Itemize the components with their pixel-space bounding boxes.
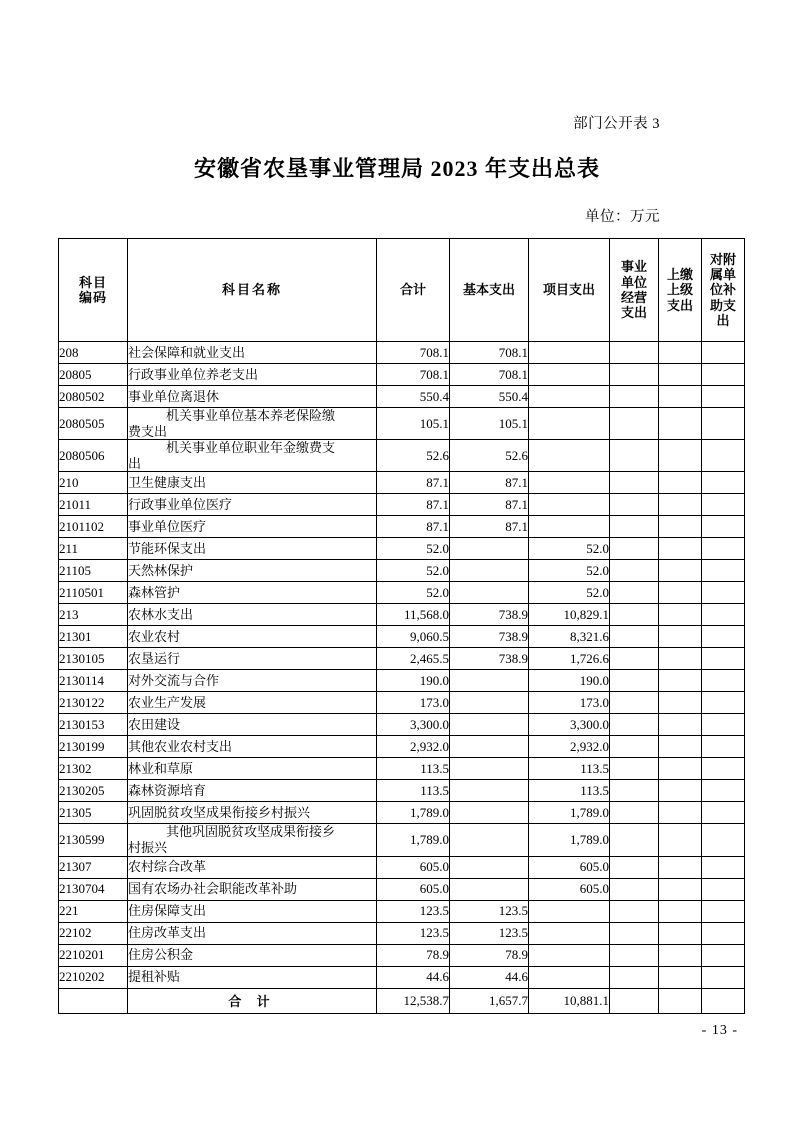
cell-subsidiary [702,604,745,626]
cell-operating [610,780,659,802]
cell-basic [450,582,529,604]
cell-basic: 123.5 [450,922,529,944]
cell-subsidiary [702,440,745,472]
page-number: - 13 - [701,1023,738,1038]
cell-name: 农林水支出 [128,604,377,626]
cell-total: 605.0 [377,856,450,878]
cell-total: 550.4 [377,386,450,408]
cell-total-total: 12,538.7 [377,988,450,1013]
cell-name: 巩固脱贫攻坚成果衔接乡村振兴 [128,802,377,824]
cell-total: 708.1 [377,342,450,364]
cell-subsidiary [702,386,745,408]
cell-name: 提租补贴 [128,966,377,988]
table-row [59,758,745,780]
cell-project: 173.0 [529,692,610,714]
cell-basic [450,878,529,900]
cell-subsidiary [702,802,745,824]
cell-basic: 105.1 [450,408,529,440]
cell-total: 3,300.0 [377,714,450,736]
cell-code: 21302 [59,758,128,780]
column-header-subsidiary-line2: 属单 [709,267,736,282]
column-header-subsidiary [702,239,745,342]
cell-basic: 52.6 [450,440,529,472]
cell-operating [610,538,659,560]
cell-total-operating [610,988,659,1013]
cell-basic [450,714,529,736]
cell-upper [659,736,702,758]
cell-code: 2080506 [59,440,128,472]
cell-basic [450,560,529,582]
cell-total-upper [659,988,702,1013]
cell-name: 住房公积金 [128,944,377,966]
table-row [59,966,745,988]
cell-code: 21105 [59,560,128,582]
table-row [59,582,745,604]
cell-project [529,900,610,922]
table-row [59,878,745,900]
cell-subsidiary [702,494,745,516]
cell-subsidiary [702,560,745,582]
cell-basic: 78.9 [450,944,529,966]
cell-basic [450,736,529,758]
cell-upper [659,604,702,626]
cell-name: 农田建设 [128,714,377,736]
table-row [59,856,745,878]
cell-name: 其他农业农村支出 [128,736,377,758]
cell-name: 事业单位离退休 [128,386,377,408]
table-row [59,802,745,824]
cell-name: 事业单位医疗 [128,516,377,538]
cell-subsidiary [702,342,745,364]
column-header-operating-line2: 单位 [620,274,647,290]
cell-total-project: 10,881.1 [529,988,610,1013]
column-header-total: 合计 [377,239,450,342]
cell-upper [659,758,702,780]
column-header-subsidiary-line3: 位补 [709,282,736,298]
cell-basic: 87.1 [450,516,529,538]
cell-total: 708.1 [377,364,450,386]
cell-name: 农垦运行 [128,648,377,670]
cell-subsidiary [702,582,745,604]
column-header-code-line2: 编码 [78,290,107,305]
cell-name-line2: 村振兴 [128,839,168,855]
cell-project [529,966,610,988]
cell-total: 52.0 [377,582,450,604]
cell-name: 农村综合改革 [128,856,377,878]
table-row [59,670,745,692]
cell-subsidiary [702,626,745,648]
cell-basic: 738.9 [450,626,529,648]
cell-project: 52.0 [529,538,610,560]
cell-operating [610,364,659,386]
expenditure-table [58,238,745,1014]
cell-operating [610,802,659,824]
cell-operating [610,494,659,516]
cell-subsidiary [702,670,745,692]
table-row [59,516,745,538]
cell-name: 卫生健康支出 [128,472,377,494]
cell-operating [610,856,659,878]
cell-operating [610,408,659,440]
cell-code: 2101102 [59,516,128,538]
table-row [59,560,745,582]
table-row [59,900,745,922]
cell-subsidiary [702,472,745,494]
cell-upper [659,824,702,856]
cell-basic [450,856,529,878]
cell-project [529,408,610,440]
table-row [59,922,745,944]
cell-total: 190.0 [377,670,450,692]
column-header-project: 项目支出 [529,239,610,342]
cell-total: 44.6 [377,966,450,988]
cell-basic [450,780,529,802]
cell-total: 11,568.0 [377,604,450,626]
cell-operating [610,692,659,714]
cell-name [128,824,377,856]
cell-operating [610,758,659,780]
cell-basic: 87.1 [450,472,529,494]
cell-subsidiary [702,856,745,878]
cell-total: 113.5 [377,780,450,802]
cell-subsidiary [702,516,745,538]
column-header-subsidiary-line1: 对附 [709,251,736,267]
cell-name-line2: 费支出 [128,423,168,439]
cell-code: 21307 [59,856,128,878]
cell-total: 52.0 [377,538,450,560]
cell-project [529,342,610,364]
cell-operating [610,922,659,944]
cell-project: 1,789.0 [529,802,610,824]
header-row [59,239,745,342]
cell-code: 211 [59,538,128,560]
cell-name: 森林管护 [128,582,377,604]
cell-operating [610,670,659,692]
cell-upper [659,878,702,900]
cell-subsidiary [702,780,745,802]
cell-upper [659,692,702,714]
table-row [59,944,745,966]
cell-upper [659,966,702,988]
table-row [59,626,745,648]
cell-project: 3,300.0 [529,714,610,736]
cell-operating [610,900,659,922]
cell-subsidiary [702,944,745,966]
cell-name: 社会保障和就业支出 [128,342,377,364]
cell-project [529,494,610,516]
cell-basic: 123.5 [450,900,529,922]
cell-upper [659,626,702,648]
cell-project [529,922,610,944]
cell-name [128,408,377,440]
cell-subsidiary [702,538,745,560]
cell-code: 21301 [59,626,128,648]
cell-basic [450,758,529,780]
cell-code: 20805 [59,364,128,386]
cell-basic: 738.9 [450,648,529,670]
cell-upper [659,900,702,922]
cell-total: 87.1 [377,494,450,516]
column-header-upper [659,239,702,342]
table-row [59,692,745,714]
cell-upper [659,856,702,878]
cell-upper [659,386,702,408]
cell-name: 行政事业单位养老支出 [128,364,377,386]
cell-name: 国有农场办社会职能改革补助 [128,878,377,900]
cell-subsidiary [702,824,745,856]
table-row [59,494,745,516]
cell-upper [659,922,702,944]
cell-project: 113.5 [529,758,610,780]
cell-code: 2130205 [59,780,128,802]
cell-total-label: 合 计 [128,988,377,1013]
cell-project [529,516,610,538]
cell-code: 21305 [59,802,128,824]
table-row [59,538,745,560]
cell-subsidiary [702,692,745,714]
cell-code: 2110501 [59,582,128,604]
cell-upper [659,342,702,364]
cell-basic: 87.1 [450,494,529,516]
cell-basic: 708.1 [450,364,529,386]
cell-total-code [59,988,128,1013]
cell-operating [610,342,659,364]
cell-code: 2130122 [59,692,128,714]
table-row [59,472,745,494]
cell-operating [610,944,659,966]
cell-operating [610,582,659,604]
cell-project [529,386,610,408]
column-header-basic: 基本支出 [450,239,529,342]
column-header-operating-line4: 支出 [620,305,647,321]
cell-upper [659,408,702,440]
cell-project: 605.0 [529,856,610,878]
header-note: 部门公开表 3 [573,116,660,132]
cell-total: 78.9 [377,944,450,966]
cell-name-line1: 其他巩固脱贫攻坚成果衔接乡 [166,824,336,840]
cell-subsidiary [702,364,745,386]
cell-code: 2130704 [59,878,128,900]
cell-total: 123.5 [377,922,450,944]
cell-operating [610,626,659,648]
cell-upper [659,944,702,966]
cell-code: 2130114 [59,670,128,692]
cell-code: 2130153 [59,714,128,736]
cell-operating [610,878,659,900]
cell-name: 森林资源培育 [128,780,377,802]
cell-upper [659,494,702,516]
table-row [59,408,745,440]
cell-name-line1: 机关事业单位职业年金缴费支 [166,440,336,456]
cell-name: 农业生产发展 [128,692,377,714]
cell-operating [610,472,659,494]
cell-subsidiary [702,648,745,670]
cell-subsidiary [702,408,745,440]
table-row [59,364,745,386]
table-row [59,714,745,736]
column-header-name: 科目名称 [128,239,377,342]
cell-basic [450,802,529,824]
cell-code: 2130199 [59,736,128,758]
cell-code: 2210202 [59,966,128,988]
cell-basic: 550.4 [450,386,529,408]
cell-total: 9,060.5 [377,626,450,648]
cell-name: 天然林保护 [128,560,377,582]
cell-project [529,472,610,494]
table-row [59,604,745,626]
column-header-upper-line3: 支出 [666,297,693,313]
cell-basic [450,538,529,560]
cell-upper [659,472,702,494]
cell-total: 173.0 [377,692,450,714]
cell-code: 2130105 [59,648,128,670]
cell-upper [659,648,702,670]
cell-total: 113.5 [377,758,450,780]
cell-name: 林业和草原 [128,758,377,780]
cell-operating [610,648,659,670]
cell-upper [659,802,702,824]
cell-operating [610,604,659,626]
cell-name-line1: 机关事业单位基本养老保险缴 [166,408,336,423]
cell-upper [659,560,702,582]
cell-code: 208 [59,342,128,364]
cell-code: 2130599 [59,824,128,856]
cell-total: 1,789.0 [377,824,450,856]
cell-total: 1,789.0 [377,802,450,824]
table-body [59,342,745,1014]
cell-subsidiary [702,922,745,944]
cell-project: 190.0 [529,670,610,692]
column-header-operating-line3: 经营 [620,290,647,305]
cell-total: 87.1 [377,516,450,538]
cell-project: 52.0 [529,582,610,604]
cell-code: 22102 [59,922,128,944]
cell-code: 2080502 [59,386,128,408]
cell-project: 113.5 [529,780,610,802]
cell-upper [659,670,702,692]
cell-operating [610,714,659,736]
cell-operating [610,516,659,538]
cell-project: 605.0 [529,878,610,900]
cell-total: 105.1 [377,408,450,440]
column-header-upper-line1: 上缴 [666,267,693,282]
cell-subsidiary [702,736,745,758]
cell-operating [610,736,659,758]
cell-upper [659,516,702,538]
cell-name-line2: 出 [128,455,142,471]
column-header-operating [610,239,659,342]
cell-upper [659,538,702,560]
cell-code: 2210201 [59,944,128,966]
cell-project: 8,321.6 [529,626,610,648]
cell-total-subsidiary [702,988,745,1013]
table-row [59,824,745,856]
cell-subsidiary [702,878,745,900]
cell-total: 52.0 [377,560,450,582]
cell-subsidiary [702,900,745,922]
table-total-row [59,988,745,1013]
cell-upper [659,440,702,472]
cell-total: 605.0 [377,878,450,900]
cell-basic: 738.9 [450,604,529,626]
table-row [59,342,745,364]
cell-operating [610,386,659,408]
cell-total: 123.5 [377,900,450,922]
cell-project: 2,932.0 [529,736,610,758]
cell-name: 住房改革支出 [128,922,377,944]
cell-project: 52.0 [529,560,610,582]
cell-code: 210 [59,472,128,494]
page-title: 安徽省农垦事业管理局 2023 年支出总表 [193,156,600,181]
table-row [59,386,745,408]
cell-basic [450,824,529,856]
cell-operating [610,824,659,856]
cell-project [529,364,610,386]
cell-basic: 708.1 [450,342,529,364]
cell-code: 213 [59,604,128,626]
cell-project [529,944,610,966]
unit-note: 单位：万元 [585,209,660,225]
cell-name: 住房保障支出 [128,900,377,922]
cell-subsidiary [702,714,745,736]
cell-total: 2,932.0 [377,736,450,758]
cell-basic [450,692,529,714]
cell-project [529,440,610,472]
cell-operating [610,440,659,472]
cell-total: 2,465.5 [377,648,450,670]
cell-name: 对外交流与合作 [128,670,377,692]
cell-code: 21011 [59,494,128,516]
cell-upper [659,714,702,736]
cell-name [128,440,377,472]
cell-total: 87.1 [377,472,450,494]
cell-name: 农业农村 [128,626,377,648]
cell-total: 52.6 [377,440,450,472]
table-row [59,648,745,670]
cell-code: 221 [59,900,128,922]
column-header-operating-line1: 事业 [620,259,647,275]
cell-code: 2080505 [59,408,128,440]
column-header-code-line1: 科目 [78,274,107,290]
cell-upper [659,364,702,386]
cell-upper [659,582,702,604]
cell-operating [610,966,659,988]
table-row [59,440,745,472]
cell-project: 10,829.1 [529,604,610,626]
cell-basic: 44.6 [450,966,529,988]
cell-name: 行政事业单位医疗 [128,494,377,516]
cell-subsidiary [702,966,745,988]
column-header-code [59,239,128,342]
table-row [59,736,745,758]
cell-operating [610,560,659,582]
cell-upper [659,780,702,802]
cell-total-basic: 1,657.7 [450,988,529,1013]
column-header-upper-line2: 上级 [666,282,693,298]
cell-name: 节能环保支出 [128,538,377,560]
cell-basic [450,670,529,692]
cell-project: 1,726.6 [529,648,610,670]
table-row [59,780,745,802]
column-header-subsidiary-line5: 出 [716,312,730,328]
cell-project: 1,789.0 [529,824,610,856]
table-header [59,239,745,342]
cell-subsidiary [702,758,745,780]
column-header-subsidiary-line4: 助支 [709,297,736,313]
